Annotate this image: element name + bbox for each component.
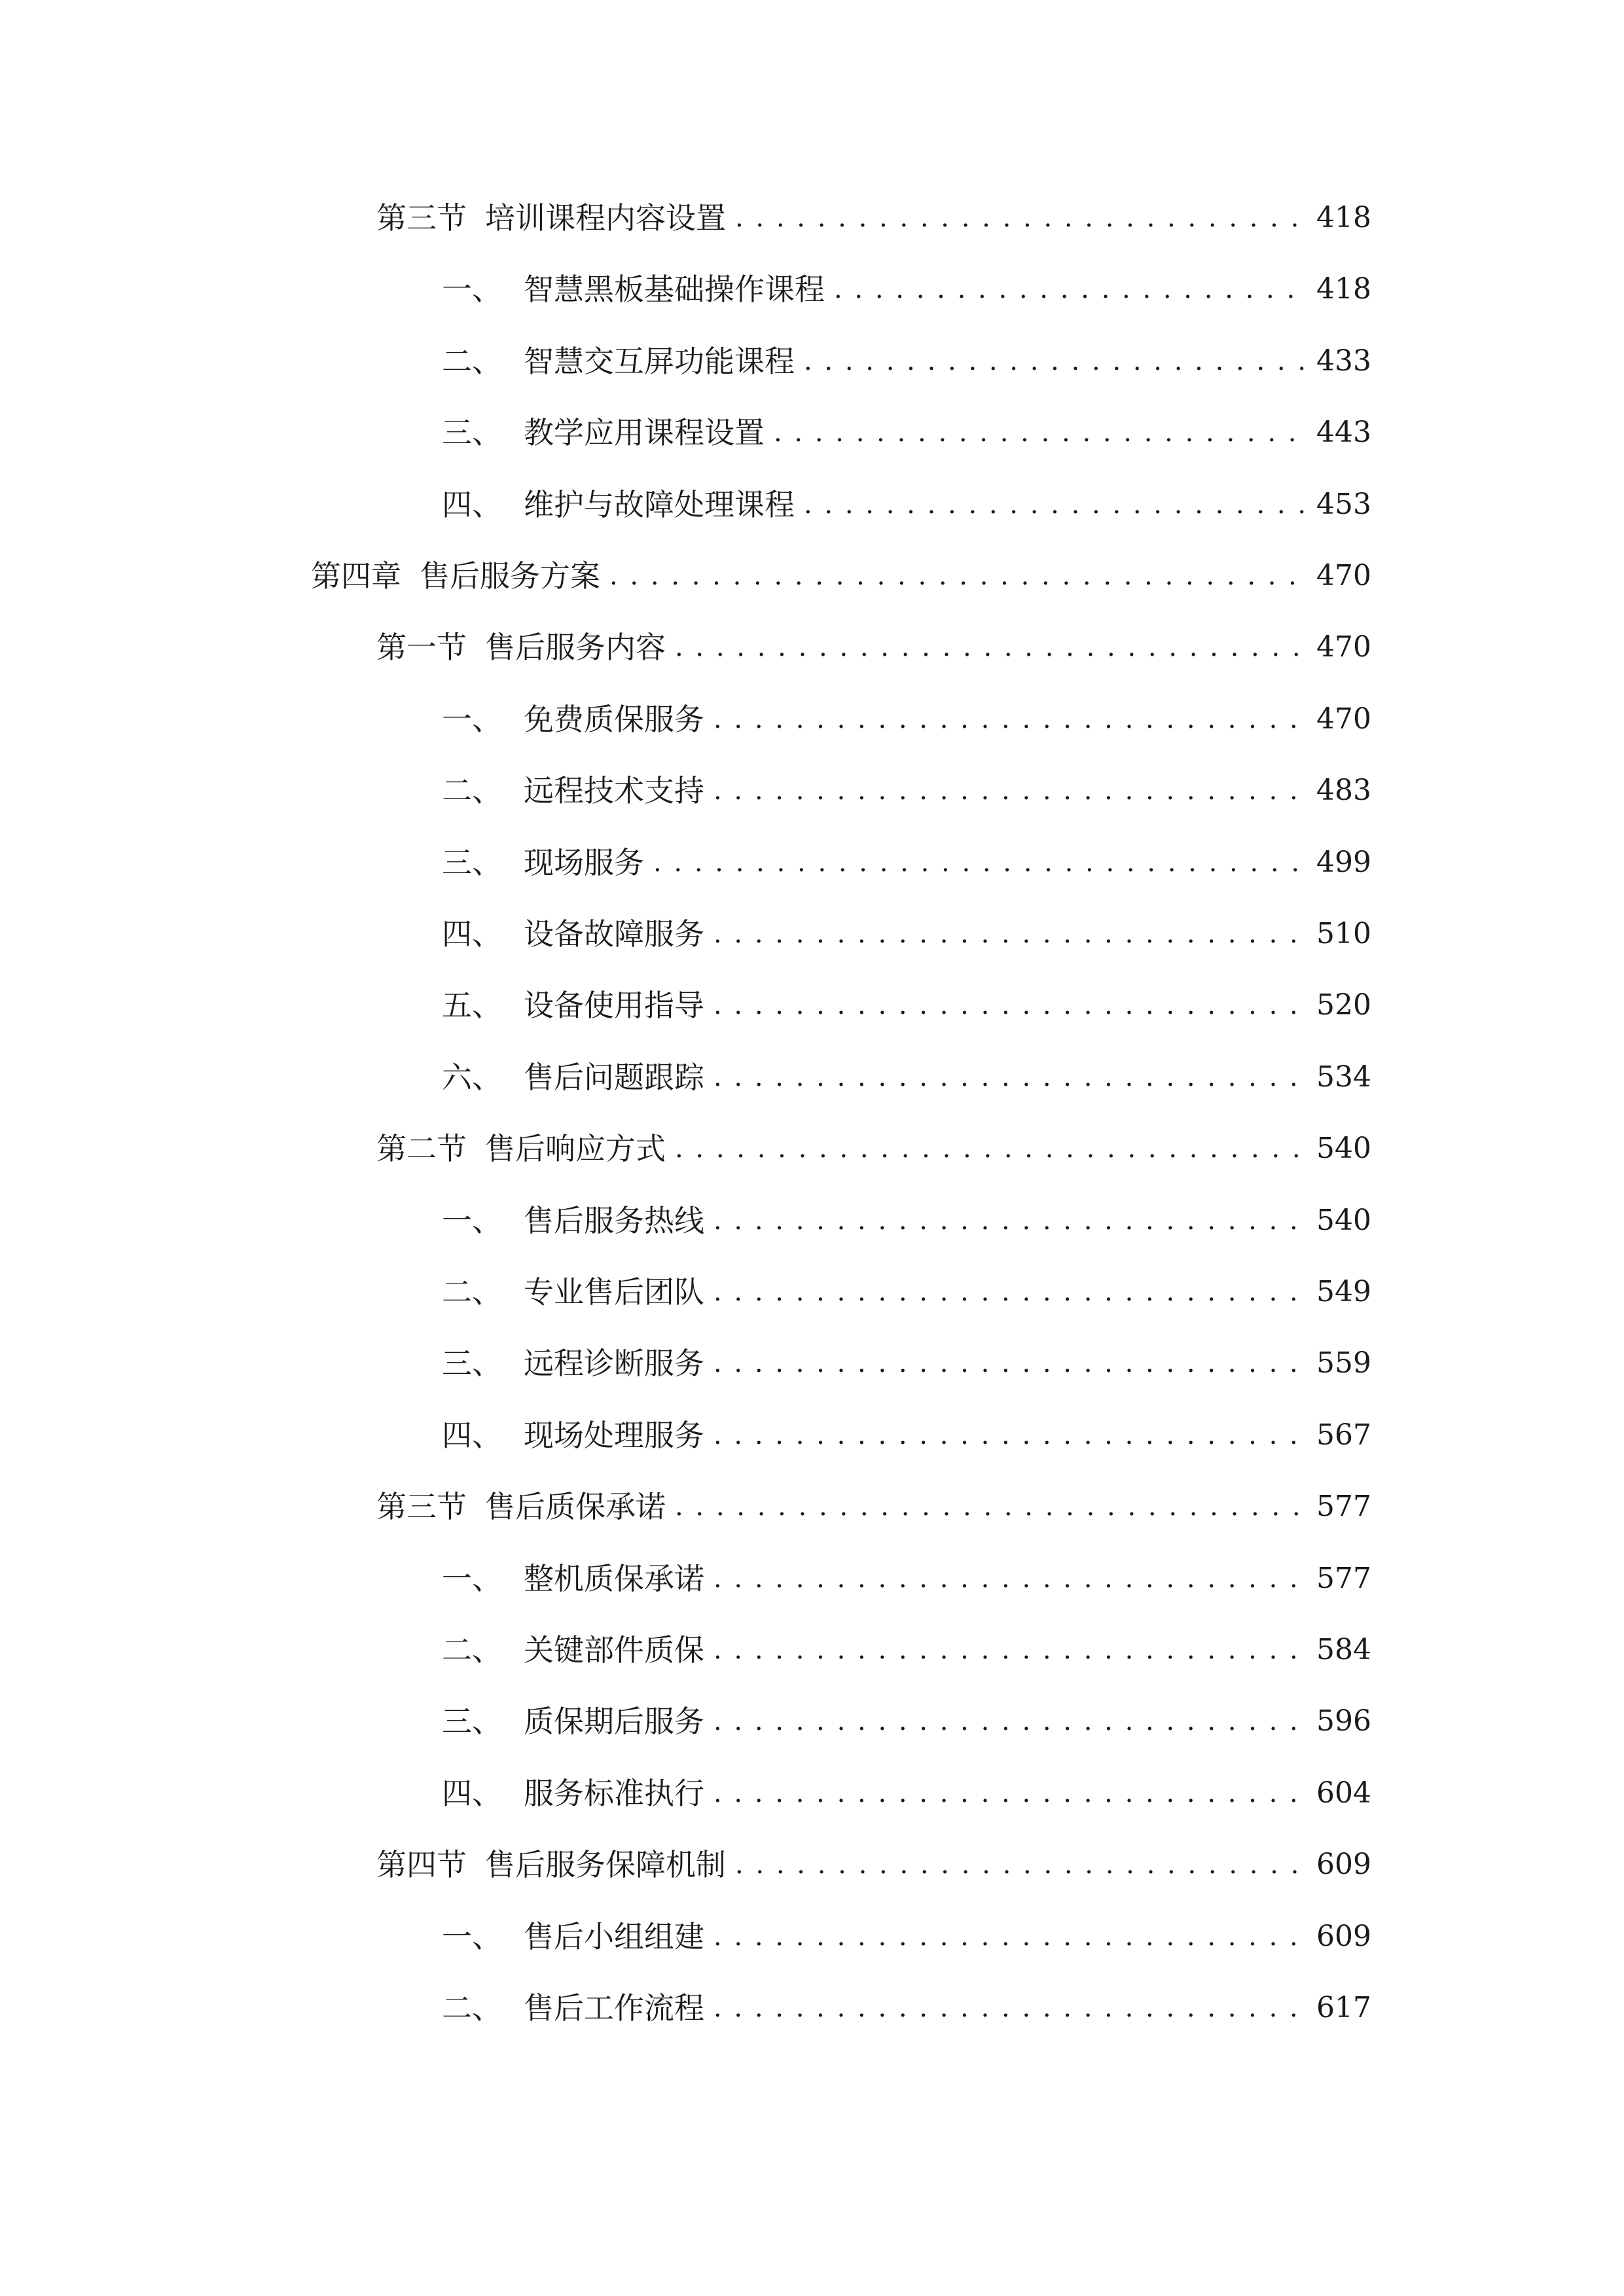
toc-entry-number: 六、 [442,1060,502,1095]
toc-entry-item[interactable] [442,1340,1371,1386]
toc-dot-leader [804,482,1307,528]
toc-entry-page-number: 443 [1316,416,1371,449]
toc-entry-section[interactable] [376,1126,1371,1172]
toc-entry-title: 培训课程内容设置 [485,200,726,236]
toc-entry-page-number: 470 [1316,559,1371,592]
toc-entry-number: 三、 [442,1704,502,1739]
toc-entry-page-number: 433 [1316,344,1371,378]
toc-entry-item[interactable] [442,1198,1371,1244]
toc-entry-item[interactable] [442,1770,1371,1816]
toc-entry-page-number: 609 [1316,1848,1371,1881]
toc-entry-page-number: 510 [1316,917,1371,950]
toc-entry-section[interactable] [376,1842,1371,1888]
toc-dot-leader [675,1484,1307,1530]
toc-entry-number: 第三节 [376,200,467,236]
toc-entry-title: 整机质保承诺 [524,1561,704,1596]
toc-dot-leader [713,1698,1307,1744]
toc-entry-section[interactable] [376,1484,1371,1530]
toc-dot-leader [675,624,1307,670]
toc-entry-number: 二、 [442,1632,502,1668]
toc-entry-page-number: 499 [1316,846,1371,879]
toc-dot-leader [713,1556,1307,1602]
toc-entry-item[interactable] [442,840,1371,886]
toc-entry-item[interactable] [442,482,1371,528]
toc-dot-leader [735,1842,1307,1888]
toc-entry-title: 售后服务保障机制 [485,1847,726,1882]
toc-entry-page-number: 549 [1316,1275,1371,1308]
toc-entry-number: 一、 [442,702,502,737]
toc-entry-number: 第二节 [376,1131,467,1166]
toc-entry-title: 售后工作流程 [524,1990,704,2026]
toc-dot-leader [609,553,1307,599]
toc-entry-number: 一、 [442,1203,502,1238]
toc-entry-item[interactable] [442,1269,1371,1315]
toc-entry-page-number: 577 [1316,1490,1371,1523]
toc-entry-page-number: 584 [1316,1633,1371,1666]
toc-dot-leader [675,1126,1307,1172]
toc-entry-page-number: 470 [1316,630,1371,664]
toc-entry-page-number: 520 [1316,988,1371,1022]
toc-entry-title: 售后响应方式 [485,1131,666,1166]
toc-entry-number: 二、 [442,1990,502,2026]
toc-entry-title: 售后小组组建 [524,1919,704,1954]
toc-entry-number: 二、 [442,1274,502,1310]
toc-dot-leader [713,911,1307,957]
toc-entry-page-number: 609 [1316,1920,1371,1953]
toc-entry-title: 远程诊断服务 [524,1346,704,1381]
toc-entry-number: 四、 [442,487,502,522]
toc-entry-title: 维护与故障处理课程 [524,487,795,522]
toc-entry-page-number: 577 [1316,1562,1371,1595]
toc-entry-title: 专业售后团队 [524,1274,704,1310]
toc-entry-item[interactable] [442,1914,1371,1960]
toc-dot-leader [713,1340,1307,1386]
toc-entry-page-number: 596 [1316,1704,1371,1738]
toc-entry-number: 五、 [442,988,502,1023]
toc-entry-number: 一、 [442,1561,502,1596]
toc-dot-leader [713,1985,1307,2031]
toc-entry-title: 智慧交互屏功能课程 [524,344,795,379]
toc-entry-item[interactable] [442,1412,1371,1458]
toc-entry-number: 一、 [442,272,502,307]
toc-entry-title: 远程技术支持 [524,773,704,808]
toc-entry-title: 现场服务 [524,845,644,880]
toc-entry-number: 第四节 [376,1847,467,1882]
toc-dot-leader [713,1770,1307,1816]
toc-entry-number: 第三节 [376,1489,467,1524]
toc-entry-number: 一、 [442,1919,502,1954]
toc-entry-item[interactable] [442,1556,1371,1602]
toc-entry-title: 售后问题跟踪 [524,1060,704,1095]
toc-entry-page-number: 483 [1316,774,1371,807]
toc-entry-title: 教学应用课程设置 [524,415,765,450]
toc-dot-leader [713,1269,1307,1315]
toc-entry-page-number: 470 [1316,702,1371,736]
toc-entry-number: 第一节 [376,630,467,665]
toc-dot-leader [713,1198,1307,1244]
toc-dot-leader [735,195,1307,241]
toc-entry-item[interactable] [442,982,1371,1028]
toc-entry-page-number: 604 [1316,1776,1371,1810]
toc-entry-chapter[interactable] [311,553,1371,599]
toc-entry-title: 免费质保服务 [524,702,704,737]
toc-entry-item[interactable] [442,266,1371,312]
toc-entry-title: 智慧黑板基础操作课程 [524,272,825,307]
toc-dot-leader [834,266,1307,312]
toc-dot-leader [804,338,1307,384]
toc-entry-item[interactable] [442,410,1371,456]
toc-entry-number: 四、 [442,1776,502,1811]
toc-entry-number: 四、 [442,916,502,952]
toc-entry-number: 三、 [442,1346,502,1381]
toc-entry-item[interactable] [442,911,1371,957]
toc-entry-title: 设备故障服务 [524,916,704,952]
toc-entry-item[interactable] [442,1698,1371,1744]
toc-entry-title: 质保期后服务 [524,1704,704,1739]
toc-dot-leader [713,1627,1307,1673]
toc-entry-item[interactable] [442,768,1371,814]
toc-entry-title: 服务标准执行 [524,1776,704,1811]
toc-entry-page-number: 567 [1316,1418,1371,1452]
toc-entry-item[interactable] [442,1054,1371,1100]
toc-entry-item[interactable] [442,1627,1371,1673]
toc-entry-section[interactable] [376,195,1371,241]
toc-entry-page-number: 617 [1316,1991,1371,2024]
toc-entry-title: 售后服务方案 [420,558,600,594]
toc-dot-leader [713,1914,1307,1960]
toc-entry-page-number: 540 [1316,1204,1371,1237]
toc-dot-leader [713,982,1307,1028]
toc-entry-title: 售后服务内容 [485,630,666,665]
toc-entry-number: 三、 [442,415,502,450]
toc-dot-leader [653,840,1307,886]
toc-dot-leader [713,1412,1307,1458]
toc-entry-page-number: 453 [1316,488,1371,521]
toc-entry-page-number: 540 [1316,1132,1371,1165]
toc-entry-title: 售后服务热线 [524,1203,704,1238]
toc-entry-title: 现场处理服务 [524,1418,704,1453]
toc-entry-title: 关键部件质保 [524,1632,704,1668]
toc-entry-page-number: 534 [1316,1060,1371,1094]
toc-entry-number: 第四章 [311,558,401,594]
toc-entry-page-number: 418 [1316,272,1371,306]
toc-entry-number: 三、 [442,845,502,880]
toc-entry-title: 设备使用指导 [524,988,704,1023]
toc-entry-number: 四、 [442,1418,502,1453]
toc-entry-item[interactable] [442,1985,1371,2031]
toc-entry-section[interactable] [376,624,1371,670]
toc-entry-page-number: 418 [1316,201,1371,234]
toc-dot-leader [713,1054,1307,1100]
toc-entry-title: 售后质保承诺 [485,1489,666,1524]
toc-entry-page-number: 559 [1316,1346,1371,1380]
toc-dot-leader [774,410,1307,456]
toc-entry-item[interactable] [442,338,1371,384]
toc-entry-number: 二、 [442,773,502,808]
toc-entry-item[interactable] [442,696,1371,742]
toc-entry-number: 二、 [442,344,502,379]
toc-dot-leader [713,696,1307,742]
toc-dot-leader [713,768,1307,814]
